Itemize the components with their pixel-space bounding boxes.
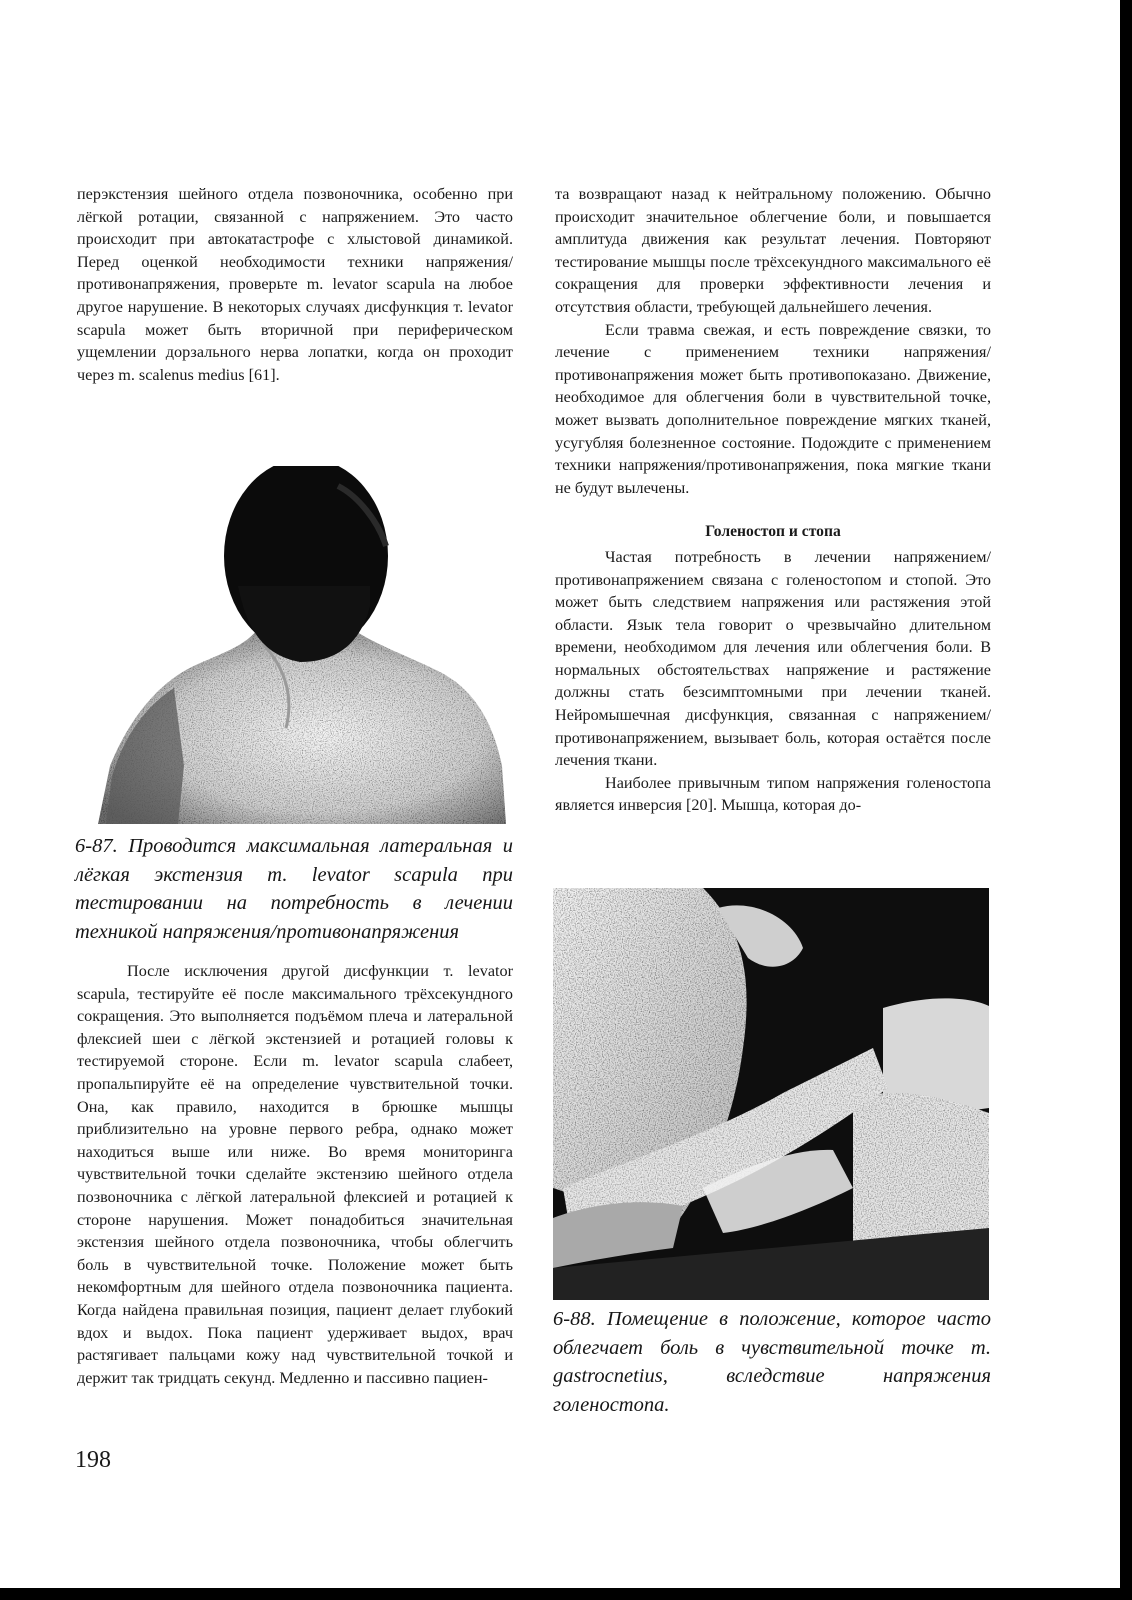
patient-back-photo xyxy=(88,466,512,824)
scan-edge-right xyxy=(1120,0,1132,1600)
paragraph: Если травма свежая, и есть повреждение связки, то лечение с применением техники напряжения/противонапряжения может быть противопоказано. Движение, необходимое для облегчения боли в чувствительной точке, может вызвать дополнительное повреждение мягких тканей, усугубляя болезненное состояние. Подождите с применением техники напряжения/противонапряжения, пока мягкие ткани не будут вылечены. xyxy=(555,320,991,497)
paragraph: перэкстензия шейного отдела позвоночника, особенно при лёгкой ротации, связанной с напряжением. Это часто происходит при автокатастрофе с хлыстовой динамикой. Перед оценкой необходимости техники напряжения/противонапряжения, проверьте m. levator scapula на любое другое нарушение. В некоторых случаях дисфункция т. levator scapula может быть вторичной при периферическом ущемлении дорзального нерва лопатки, когда он проходит через m. scalenus medius [61]. xyxy=(77,185,513,384)
left-column-top-text xyxy=(77,183,513,386)
figure-6-87-caption: 6-87. Проводится максимальная латеральная и лёгкая экстензия т. levator scapula при тестировании на потребность в лечении техникой напряжения/противонапряжения xyxy=(75,835,513,943)
paragraph: та возвращают назад к нейтральному положению. Обычно происходит значительное облегчение боли, и повышается амплитуда движения как результат лечения. Повторяют тестирование мышцы после трёхсекундного максимального её сокращения для проверки эффективности лечения и отсутствия области, требующей дальнейшего лечения. xyxy=(555,185,991,316)
figure-6-88-caption: 6-88. Помещение в положение, которое часто облегчает боль в чувствительной точке т. gastrocnetius, вследствие напряжения голеностопа. xyxy=(553,1308,991,1416)
section-heading: Голеностоп и стопа xyxy=(705,523,841,541)
paragraph: Частая потребность в лечении напряжением/противонапряжением связана с голеностопом и стопой. Это может быть следствием напряжения или растяжения этой области. Язык тела говорит о чрезвычайно длительном времени, необходимом для лечения или облегчения боли. В нормальных обстоятельствах напряжение и растяжение должны стать безсимптомными при лечении тканей. Нейромышечная дисфункция, связанная с напряжением/противонапряжением, вызывает боль, которая остаётся после лечения ткани. xyxy=(555,547,991,770)
scan-edge-bottom xyxy=(0,1588,1132,1600)
ankle-treatment-photo xyxy=(553,888,989,1300)
page-number: 198 xyxy=(75,1447,111,1473)
paragraph: Наиболее привычным типом напряжения голеностопа является инверсия [20]. Мышца, которая до- xyxy=(555,773,991,815)
right-column-text xyxy=(555,183,991,817)
figure-6-88-photo xyxy=(553,888,989,1300)
paragraph: После исключения другой дисфункции т. levator scapula, тестируйте её после максимального трёхсекундного сокращения. Это выполняется подъёмом плеча и латеральной флексией шеи с лёгкой экстензией и ротацией головы к тестируемой стороне. Если m. levator scapula слабеет, пропальпируйте её на определение чувствительной точки. Она, как правило, находится в брюшке мышцы приблизительно на уровне первого ребра, однако может находиться выше или ниже. Во время мониторинга чувствительной точки сделайте экстензию шейного отдела позвоночника с лёгкой латеральной флексией и ротацией к стороне нарушения. Может понадобиться значительная экстензия шейного отдела позвоночника, чтобы облегчить боль в чувствительной точке. Положение может быть некомфортным для шейного отдела позвоночника пациента. Когда найдена правильная позиция, пациент делает глубокий вдох и выдох. Пока пациент удерживает выдох, врач растягивает пальцами кожу над чувствительной точкой и держит так тридцать секунд. Медленно и пассивно пациен- xyxy=(77,962,513,1387)
figure-6-87-photo xyxy=(88,466,512,824)
left-column-bottom-text xyxy=(77,960,513,1389)
